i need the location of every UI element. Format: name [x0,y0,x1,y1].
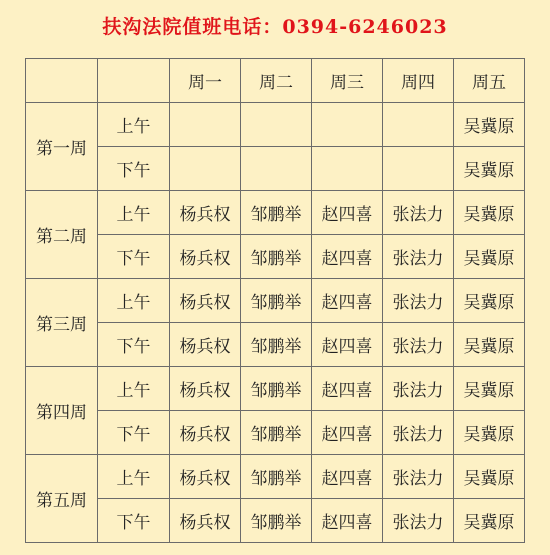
duty-cell-wednesday [312,147,383,191]
duty-cell-tuesday: 邹鹏举 [241,191,312,235]
header-cell-thursday: 周四 [383,59,454,103]
duty-cell-monday: 杨兵权 [170,499,241,543]
duty-cell-tuesday: 邹鹏举 [241,367,312,411]
duty-cell-friday: 吴冀原 [454,455,525,499]
duty-cell-monday [170,103,241,147]
week-label: 第五周 [26,455,98,543]
duty-cell-friday: 吴冀原 [454,147,525,191]
header-row [26,59,525,103]
period-label: 上午 [98,191,170,235]
duty-cell-friday: 吴冀原 [454,103,525,147]
duty-cell-tuesday [241,103,312,147]
duty-cell-monday: 杨兵权 [170,411,241,455]
duty-cell-tuesday: 邹鹏举 [241,499,312,543]
duty-cell-monday: 杨兵权 [170,191,241,235]
duty-cell-wednesday: 赵四喜 [312,411,383,455]
duty-cell-friday: 吴冀原 [454,279,525,323]
period-label: 下午 [98,323,170,367]
duty-cell-wednesday: 赵四喜 [312,323,383,367]
period-label: 下午 [98,235,170,279]
duty-cell-friday: 吴冀原 [454,499,525,543]
header-cell-monday: 周一 [170,59,241,103]
table-row [26,235,525,279]
duty-cell-tuesday: 邹鹏举 [241,279,312,323]
table-row [26,411,525,455]
week-label: 第一周 [26,103,98,191]
duty-cell-thursday [383,103,454,147]
duty-cell-monday: 杨兵权 [170,279,241,323]
header-cell-empty [26,59,98,103]
period-label: 上午 [98,367,170,411]
table-row [26,147,525,191]
duty-cell-friday: 吴冀原 [454,235,525,279]
duty-cell-thursday: 张法力 [383,411,454,455]
duty-cell-monday [170,147,241,191]
duty-cell-tuesday: 邹鹏举 [241,455,312,499]
duty-cell-friday: 吴冀原 [454,367,525,411]
duty-cell-wednesday: 赵四喜 [312,499,383,543]
table-row [26,367,525,411]
period-label: 下午 [98,147,170,191]
table-row [26,499,525,543]
duty-cell-thursday: 张法力 [383,191,454,235]
header-cell-wednesday: 周三 [312,59,383,103]
duty-cell-friday: 吴冀原 [454,323,525,367]
duty-cell-thursday: 张法力 [383,323,454,367]
duty-cell-thursday: 张法力 [383,367,454,411]
table-row [26,103,525,147]
duty-cell-monday: 杨兵权 [170,367,241,411]
period-label: 下午 [98,499,170,543]
duty-cell-thursday: 张法力 [383,235,454,279]
duty-cell-wednesday: 赵四喜 [312,235,383,279]
table-row [26,279,525,323]
page-title: 扶沟法院值班电话：0394-6246023 [102,16,448,38]
week-label: 第二周 [26,191,98,279]
duty-cell-wednesday: 赵四喜 [312,191,383,235]
period-label: 上午 [98,279,170,323]
duty-cell-friday: 吴冀原 [454,191,525,235]
week-label: 第四周 [26,367,98,455]
duty-cell-thursday: 张法力 [383,279,454,323]
duty-cell-wednesday [312,103,383,147]
duty-cell-tuesday: 邹鹏举 [241,411,312,455]
table-row [26,323,525,367]
header-cell-empty [98,59,170,103]
header-cell-tuesday: 周二 [241,59,312,103]
duty-schedule-table [25,58,525,543]
table-row [26,455,525,499]
duty-cell-tuesday: 邹鹏举 [241,235,312,279]
period-label: 上午 [98,103,170,147]
duty-cell-wednesday: 赵四喜 [312,367,383,411]
duty-cell-wednesday: 赵四喜 [312,279,383,323]
week-label: 第三周 [26,279,98,367]
duty-cell-thursday: 张法力 [383,499,454,543]
duty-cell-tuesday [241,147,312,191]
period-label: 下午 [98,411,170,455]
header-cell-friday: 周五 [454,59,525,103]
duty-cell-thursday [383,147,454,191]
duty-cell-tuesday: 邹鹏举 [241,323,312,367]
duty-cell-monday: 杨兵权 [170,235,241,279]
duty-cell-monday: 杨兵权 [170,323,241,367]
table-row [26,191,525,235]
duty-cell-wednesday: 赵四喜 [312,455,383,499]
period-label: 上午 [98,455,170,499]
duty-cell-thursday: 张法力 [383,455,454,499]
duty-cell-friday: 吴冀原 [454,411,525,455]
duty-cell-monday: 杨兵权 [170,455,241,499]
